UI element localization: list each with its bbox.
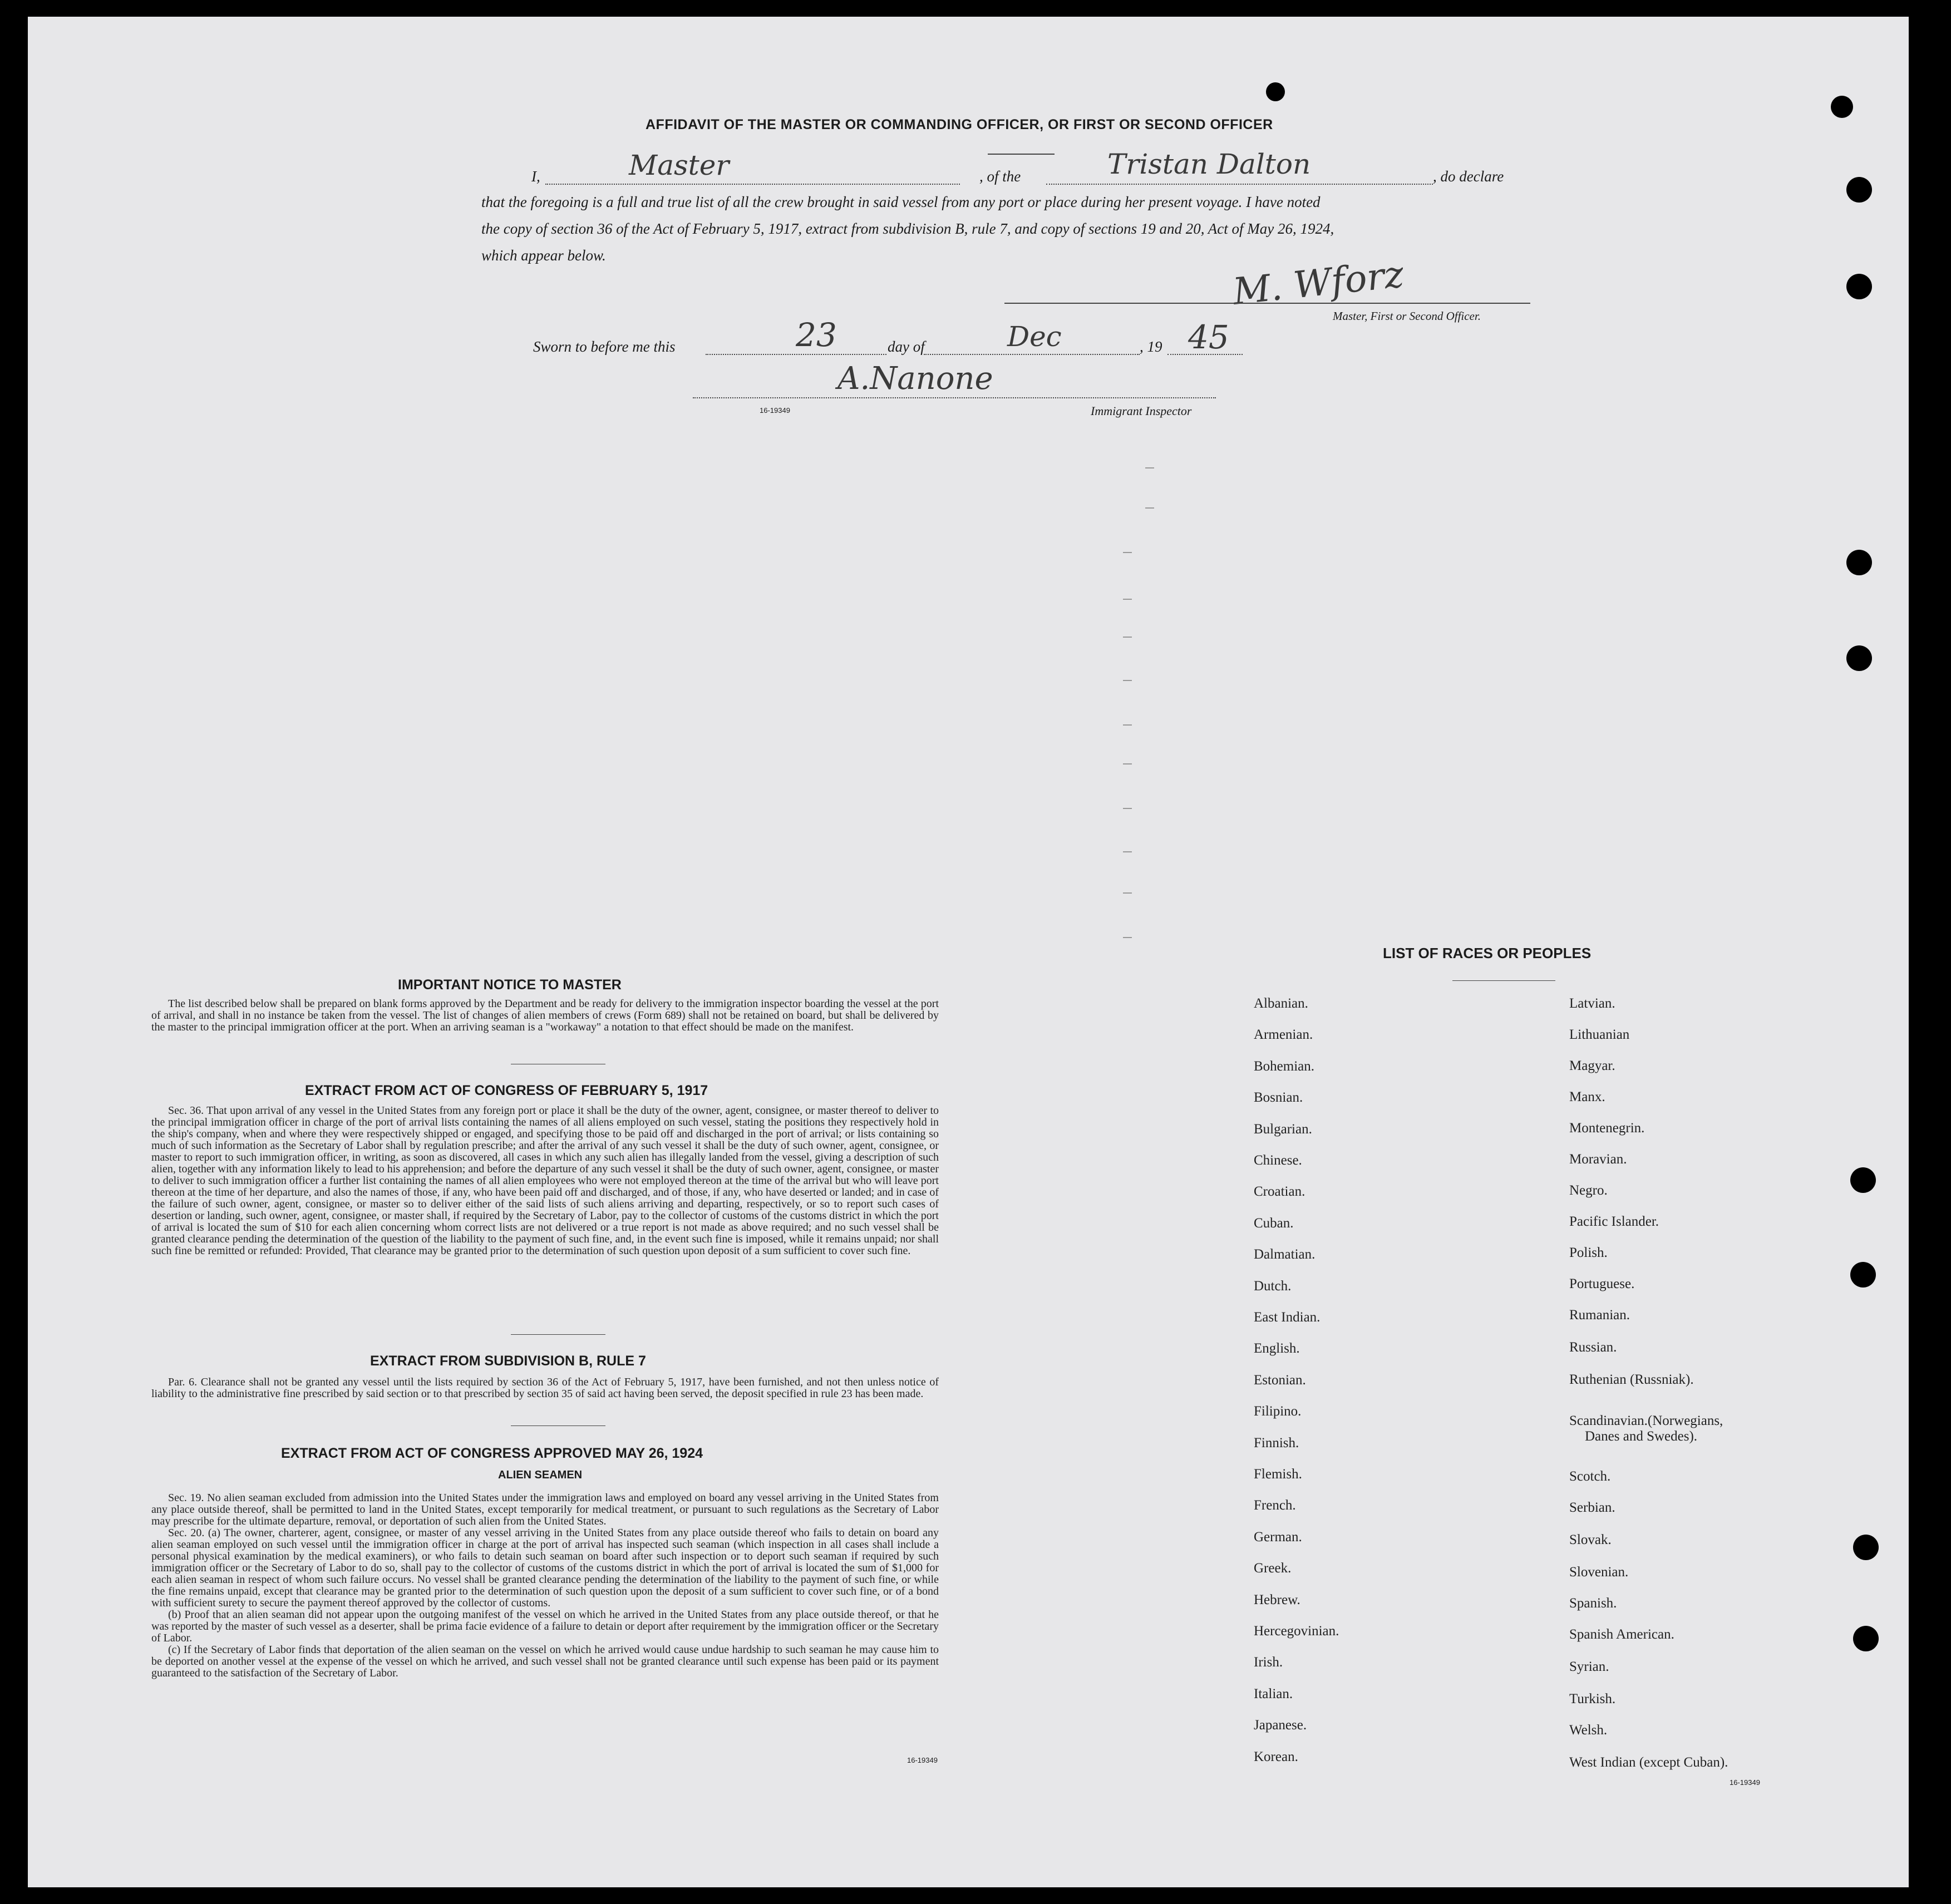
fold-mark — [1123, 599, 1132, 600]
inspector-line — [693, 397, 1216, 398]
month-line — [924, 354, 1140, 355]
notice-title: IMPORTANT NOTICE TO MASTER — [398, 977, 622, 993]
punch-hole — [1853, 1626, 1879, 1651]
race-item: Japanese. — [1254, 1718, 1307, 1733]
punch-hole — [1853, 1535, 1879, 1560]
punch-hole — [1846, 177, 1872, 203]
race-item: Ruthenian (Russniak). — [1569, 1372, 1694, 1387]
section-rule — [511, 1425, 605, 1426]
race-item: Slovak. — [1569, 1532, 1612, 1547]
fold-mark — [1145, 507, 1154, 509]
punch-hole — [1846, 550, 1872, 575]
year-prefix: , 19 — [1140, 338, 1162, 355]
fold-mark — [1123, 851, 1132, 852]
race-item: Flemish. — [1254, 1467, 1302, 1482]
race-item: Dalmatian. — [1254, 1247, 1316, 1262]
race-item: Welsh. — [1569, 1723, 1608, 1738]
rule-7-paragraph: Par. 6. Clearance shall not be granted any vessel until the lists required by section 36 of the Act of February 5, 1917, have been furnished, and not then unless notice of liability to the administrative fine prescribed by said section or to that prescribed by section 35 of said act having been served, the deposit specified in rule 23 has been made. — [151, 1376, 939, 1400]
race-item: East Indian. — [1254, 1310, 1321, 1325]
fold-mark — [1123, 637, 1132, 638]
race-item: French. — [1254, 1498, 1296, 1513]
race-item: Irish. — [1254, 1655, 1283, 1670]
race-item: Pacific Islander. — [1569, 1214, 1659, 1229]
punch-hole — [1850, 1262, 1876, 1288]
race-item: Scandinavian.(Norwegians, — [1569, 1413, 1723, 1428]
day-of-label: day of — [888, 338, 925, 355]
race-item: Rumanian. — [1569, 1308, 1630, 1323]
race-item: Slovenian. — [1569, 1565, 1629, 1580]
race-item: Montenegrin. — [1569, 1121, 1645, 1136]
race-item: Scotch. — [1569, 1469, 1611, 1484]
race-item: Portuguese. — [1569, 1276, 1635, 1291]
race-item: Magyar. — [1569, 1058, 1615, 1073]
officer-signature: M. Wforz — [1230, 253, 1406, 313]
affidavit-line-4: which appear below. — [481, 247, 606, 264]
punch-hole — [1846, 645, 1872, 671]
punch-hole — [1850, 1167, 1876, 1193]
race-item-continuation: Danes and Swedes). — [1585, 1429, 1698, 1444]
section-19-paragraph: Sec. 19. No alien seaman excluded from admission into the United States under the immigration laws and employed on board any vessel arriving in the United States from any place outside thereof, shall be permitted to land in the United States, except temporarily for medical treatment, or pursuant to such regulations as the Secretary of Labor may prescribe for the ultimate departure, removal, or deportation of such alien from the United States. — [151, 1492, 939, 1527]
inspector-caption: Immigrant Inspector — [1091, 404, 1192, 418]
section-36-paragraph: Sec. 36. That upon arrival of any vessel in the United States from any foreign port or place it shall be the duty of the owner, agent, consignee, or master thereof to deliver to the principal immigration officer in charge of the port of arrival lists containing the names of all aliens employed on such vessel, stating the positions they respectively hold in the ship's company, when and where they were respectively shipped or engaged, and specifying those to be paid off and discharged in the port of arrival; or lists containing so much of such information as the Secretary of Labor shall by regulation prescribe; and after the arrival of any such vessel it shall be the duty of such owner, agent, consignee, or master to report to such immigration officer, in writing, as soon as discovered, all cases in which any such alien has illegally landed from the vessel, giving a description of such alien, together with any information likely to lead to his apprehension; and before the departure of any such vessel it shall be the duty of such owner, agent, consignee, or master to deliver to such immigration officer a further list containing the names of all alien employees who were not employed thereon at the time of the arrival but who will leave port thereon at the time of her departure, and also the names of those, if any, who have been paid off and discharged, and of those, if any, who have deserted or landed; and in case of the failure of such owner, agent, consignee, or master so to deliver either of the said lists of such aliens arriving and departing, respectively, or so to report such cases of desertion or landing, such owner, agent, consignee, or master shall, if required by the Secretary of Labor, pay to the collector of customs of the customs district in which the port of arrival is located the sum of $10 for each alien concerning whom correct lists are not delivered or a true report is not made as above required; and no such vessel shall be granted clearance pending the determination of the question of the liability to the payment of such fine, and, in the event such fine is imposed, while it remains unpaid; nor shall such fine be remitted or refunded: Provided, That clearance may be granted prior to the determination of such question upon deposit of a sum sufficient to cover such fine. — [151, 1104, 939, 1257]
alien-seamen-subtitle: ALIEN SEAMEN — [498, 1469, 583, 1481]
race-item: Greek. — [1254, 1561, 1292, 1576]
race-item: Bulgarian. — [1254, 1122, 1312, 1137]
punch-hole — [1831, 96, 1853, 118]
race-item: Polish. — [1569, 1245, 1608, 1260]
day-line — [706, 354, 886, 355]
race-item: Armenian. — [1254, 1027, 1313, 1042]
extract-form-number: 16-19349 — [907, 1756, 938, 1764]
race-item: Cuban. — [1254, 1216, 1294, 1231]
fold-mark — [1145, 467, 1154, 468]
race-item: Estonian. — [1254, 1373, 1306, 1388]
fold-mark — [1123, 892, 1132, 894]
race-item: Manx. — [1569, 1089, 1605, 1104]
race-item: German. — [1254, 1530, 1302, 1545]
affidavit-line-3: the copy of section 36 of the Act of February 5, 1917, extract from subdivision B, rule 7, and copy of sections 19 and 20, Act of May 26, 1924, — [481, 220, 1334, 237]
race-item: Chinese. — [1254, 1153, 1302, 1168]
signature-caption: Master, First or Second Officer. — [1333, 309, 1481, 323]
affidavit-line-2: that the foregoing is a full and true list of all the crew brought in said vessel from any port or place during her present voyage. I have noted — [481, 194, 1321, 210]
race-item: Bosnian. — [1254, 1090, 1303, 1105]
race-item: Lithuanian — [1569, 1027, 1630, 1042]
do-declare-label: , do declare — [1433, 168, 1504, 185]
races-form-number: 16-19349 — [1730, 1778, 1760, 1787]
section-rule — [511, 1334, 605, 1335]
rank-line — [545, 184, 960, 185]
race-item: Syrian. — [1569, 1659, 1609, 1674]
races-title: LIST OF RACES OR PEOPLES — [1383, 945, 1592, 961]
fold-mark — [1123, 552, 1132, 553]
race-item: Croatian. — [1254, 1184, 1305, 1199]
race-item: Dutch. — [1254, 1279, 1292, 1294]
of-the-rule — [988, 154, 1055, 155]
year-handwritten: 45 — [1188, 318, 1229, 356]
race-item: Moravian. — [1569, 1152, 1627, 1167]
race-item: Russian. — [1569, 1340, 1617, 1355]
affidavit-i-label: I, — [531, 168, 540, 185]
day-handwritten: 23 — [796, 316, 837, 354]
race-item: English. — [1254, 1341, 1300, 1356]
section-20a-paragraph: Sec. 20. (a) The owner, charterer, agent, consignee, or master of any vessel arriving in the United States from any place outside thereof who fails to detain on board any alien seaman employed on such vessel until the immigration officer in charge at the port of arrival has inspected such seaman (which inspection in all cases shall include a personal physical examination by the medical examiners), or who fails to detain such seaman on board after such inspection or to deport such seaman if required by such immigration officer or the Secretary of Labor to do so, shall pay to the collector of customs of the customs district in which the port of arrival is located the sum of $1,000 for each alien seaman in respect of whom such failure occurs. No vessel shall be granted clearance pending the determination of the liability to the payment of such fine, or while the fine remains unpaid, except that clearance may be granted prior to the determination of such question upon the deposit of a sum sufficient to cover such fine, or of a bond with sufficient surety to secure the payment thereof approved by the collector of customs. — [151, 1527, 939, 1609]
rank-handwritten: Master — [629, 149, 730, 181]
punch-hole — [1266, 82, 1285, 101]
race-item: Latvian. — [1569, 996, 1615, 1011]
race-item: Filipino. — [1254, 1404, 1302, 1419]
fold-mark — [1123, 763, 1132, 764]
fold-mark — [1123, 724, 1132, 726]
race-item: Turkish. — [1569, 1691, 1616, 1706]
affidavit-form-number: 16-19349 — [760, 406, 790, 415]
race-item: Hebrew. — [1254, 1592, 1300, 1607]
of-the-label: , of the — [979, 168, 1021, 185]
affidavit-title: AFFIDAVIT OF THE MASTER OR COMMANDING OFFICER, OR FIRST OR SECOND OFFICER — [646, 117, 1273, 132]
race-item: Serbian. — [1569, 1500, 1615, 1515]
inspector-signature: A.Nanone — [837, 361, 993, 397]
notice-paragraph: The list described below shall be prepared on blank forms approved by the Department and be ready for delivery to the immigration inspector boarding the vessel at the port of arrival, and shall in no instance be taken from the vessel. The list of changes of alien members of crews (Form 689) shall not be retained on board, but shall be delivered by the master to the principal immigration officer at the port. When an arriving seaman is a "workaway" a notation to that effect should be made on the manifest. — [151, 998, 939, 1033]
section-20b-paragraph: (b) Proof that an alien seaman did not appear upon the outgoing manifest of the vessel on which he arrived in the United States from any place outside thereof, or that he was reported by the master of such vessel as a deserter, shall be prima facie evidence of a failure to detain or deport after requirement by the immigration officer or the Secretary of Labor. — [151, 1609, 939, 1644]
race-item: Italian. — [1254, 1686, 1293, 1701]
signature-line — [1004, 303, 1530, 304]
rule-7-title: EXTRACT FROM SUBDIVISION B, RULE 7 — [370, 1353, 646, 1369]
month-handwritten: Dec — [1007, 320, 1062, 353]
rule-7-text — [151, 1377, 939, 1400]
extract-1917-text — [151, 1105, 939, 1257]
race-item: Korean. — [1254, 1749, 1298, 1764]
race-item: Hercegovinian. — [1254, 1624, 1339, 1639]
punch-hole — [1846, 274, 1872, 299]
vessel-line — [1046, 184, 1433, 185]
notice-text — [151, 998, 939, 1033]
race-item: Spanish American. — [1569, 1627, 1674, 1642]
race-item: Spanish. — [1569, 1596, 1617, 1611]
race-item: Negro. — [1569, 1183, 1608, 1198]
race-item: Bohemian. — [1254, 1059, 1315, 1074]
vessel-handwritten: Tristan Dalton — [1107, 148, 1311, 180]
fold-mark — [1123, 808, 1132, 809]
race-item: Finnish. — [1254, 1436, 1299, 1451]
extract-1924-title: EXTRACT FROM ACT OF CONGRESS APPROVED MAY 26, 1924 — [281, 1446, 703, 1461]
race-item: Albanian. — [1254, 996, 1308, 1011]
races-title-rule — [1452, 980, 1555, 981]
extract-1924-text — [151, 1492, 939, 1679]
sworn-label: Sworn to before me this — [533, 338, 676, 355]
fold-mark — [1123, 680, 1132, 681]
section-20c-paragraph: (c) If the Secretary of Labor finds that deportation of the alien seaman on the vessel on which he arrived would cause undue hardship to such seaman he may cause him to be deported on another vessel at the expense of the vessel on which he arrived, and such vessel shall not be granted clearance until such expense has been paid or its payment guaranteed to the satisfaction of the Secretary of Labor. — [151, 1644, 939, 1679]
fold-mark — [1123, 937, 1132, 938]
extract-1917-title: EXTRACT FROM ACT OF CONGRESS OF FEBRUARY 5, 1917 — [305, 1083, 708, 1098]
race-item: West Indian (except Cuban). — [1569, 1755, 1728, 1770]
